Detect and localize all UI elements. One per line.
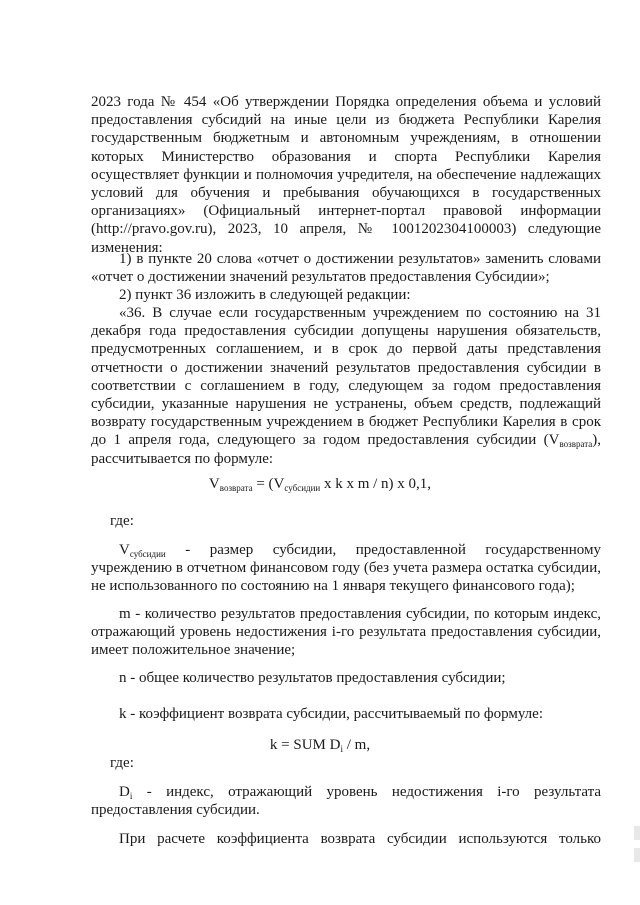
def-d-text: - индекс, отражающий уровень недостижения i-го результата предоставления субсидии.	[91, 784, 601, 819]
def-v-text: - размер субсидии, предоставленной государственному учреждению в отчетном финансовом году (без учета размера остатка субсидии, не использованного по состоянию на 1 января текущего финансового года);	[91, 542, 601, 595]
paragraph-36	[91, 304, 601, 468]
definition-d	[91, 783, 601, 819]
item-2-paragraph: 2) пункт 36 изложить в следующей редакции:	[119, 287, 411, 303]
item-1-paragraph: 1) в пункте 20 слова «отчет о достижении результатов» заменить словами «отчет о достижении значений результатов предоставления Субсидии»;	[91, 251, 601, 286]
scan-edge-mark	[634, 848, 640, 862]
where-label-1: где:	[110, 513, 134, 529]
intro-paragraph: 2023 года № 454 «Об утверждении Порядка определения объема и условий предоставления субсидий на иные цели из бюджета Республики Карелия государственным бюджетным и автономным учреждениям, в отношении которых Министерство образования и спорта Республики Карелия осуществляет функции и полномочия учредителя, на обеспечение надлежащих условий для обучения и пребывания обучающихся в государственных организациях» (Официальный интернет-портал правовой информации (http://pravo.gov.ru), 2023, 10 апреля, № 1001202304100003) следующие изменения:	[91, 94, 601, 256]
formula-vs-sub: субсидии	[284, 483, 321, 493]
paragraph-36-end: ), рассчитывается по формуле:	[91, 432, 601, 467]
definition-m: m - количество результатов предоставления субсидии, по которым индекс, отражающий уровень недостижения i-го результата предоставления субсидии, имеет положительное значение;	[91, 606, 601, 659]
paragraph-36-subscript: возврата	[559, 439, 593, 450]
def-d-symbol: D	[119, 784, 130, 800]
formula-v-return	[0, 475, 640, 493]
def-v-sub: субсидии	[129, 549, 166, 559]
formula-rest: x k x m / n) x 0,1,	[320, 476, 432, 492]
def-d-sub: i	[129, 791, 133, 801]
formula-k-sub: i	[340, 744, 343, 754]
def-v-symbol: V	[119, 542, 130, 558]
definition-k: k - коэффициент возврата субсидии, рассчитываемый по формуле:	[119, 706, 543, 722]
formula-eq: = (V	[252, 476, 285, 492]
scan-edge-mark	[634, 826, 640, 840]
definition-n: n - общее количество результатов предоставления субсидии;	[119, 670, 506, 686]
formula-k-left: k = SUM D	[269, 737, 341, 753]
last-paragraph: При расчете коэффициента возврата субсидии используются только	[119, 831, 601, 847]
paragraph-36-main: «36. В случае если государственным учреждением по состоянию на 31 декабря года предоставления субсидии допущены нарушения обязательств, предусмотренных соглашением, и в срок до первой даты представления отчетности о достижении значений результатов предоставления субсидии в соответствии с соглашением в году, следующем за годом предоставления субсидии, указанные нарушения не устранены, объем средств, подлежащий возврату государственным учреждением в бюджет Республики Карелия в срок до 1 апреля года, следующего за годом предоставления субсидии (V	[91, 305, 601, 449]
formula-v-sub: возврата	[219, 483, 253, 493]
formula-v-symbol: V	[208, 476, 220, 492]
definition-v	[91, 541, 601, 596]
formula-k	[0, 736, 640, 754]
where-label-2: где:	[110, 755, 134, 771]
formula-k-right: / m,	[342, 737, 371, 753]
